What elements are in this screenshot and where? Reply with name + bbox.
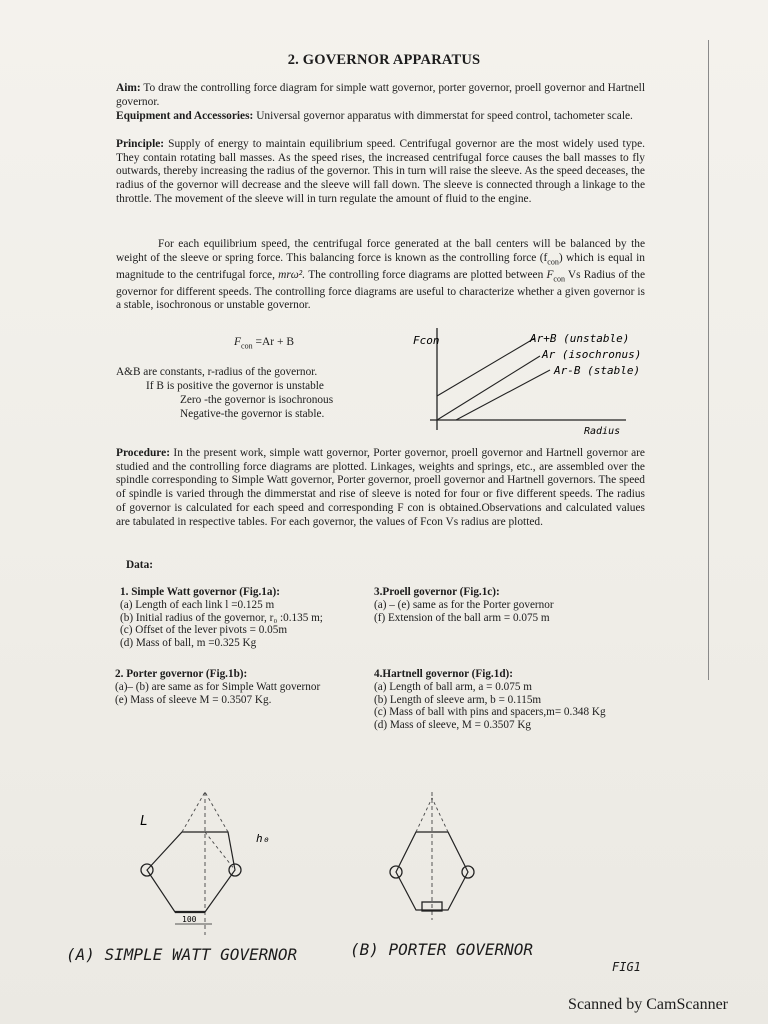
- watt-governor-sketch: [120, 790, 290, 940]
- watt-dimension-label: 100: [182, 915, 197, 924]
- sketch-line-stable: [456, 370, 550, 420]
- porter-data-block: [115, 668, 370, 706]
- porter-left-extension: [416, 798, 432, 832]
- eq-f-symbol: F: [234, 336, 242, 348]
- eq-subscript: con: [241, 341, 253, 351]
- figure-number-label: FIG1: [612, 960, 641, 974]
- constants-line-2: If B is positive the governor is unstable: [146, 380, 324, 392]
- equilibrium-text-3: The controlling force diagrams are plotted between: [305, 268, 547, 281]
- principle-paragraph: [116, 138, 645, 207]
- watt-linkage: [147, 832, 235, 912]
- equipment-label: Equipment and Accessories:: [116, 110, 254, 122]
- page-fold-line: [708, 40, 709, 680]
- sketch-y-label: Fcon: [413, 334, 440, 347]
- aim-text: To draw the controlling force diagram for simple watt governor, porter governor, proell governor and Hartnell governor.: [116, 82, 645, 108]
- data-heading: Data:: [126, 559, 153, 571]
- watt-heading: 1. Simple Watt governor (Fig.1a):: [120, 586, 280, 598]
- hartnell-data-block: [374, 668, 674, 732]
- watt-figure-caption: (A) SIMPLE WATT GOVERNOR: [66, 945, 298, 964]
- watt-ball-radius: [205, 832, 235, 870]
- equipment-text: Universal governor apparatus with dimmerstat for speed control, tachometer scale.: [256, 110, 633, 122]
- aim-label: Aim:: [116, 82, 141, 94]
- porter-heading: 2. Porter governor (Fig.1b):: [115, 668, 248, 680]
- constants-line-4: Negative-the governor is stable.: [180, 408, 325, 420]
- equilibrium-text-2: ) which is equal in magnitude to the centrifugal force,: [116, 251, 645, 281]
- proell-data-block: [374, 586, 634, 624]
- principle-text: Supply of energy to maintain equilibrium speed. Centrifugal governor are the most widely used type. They contain rotating ball masses. As the speed rises, the increased centrifugal force causes the ball masses to fly outwards, thereby increasing the radius of the governor. This in turn will raise the sleeve. As the speed deceases, the radius of the governor will decrease and the sleeve will fall down. The sleeve is connected through a linkage to the throttle. The movement of the sleeve will in turn regulate the amount of fluid to the engine.: [116, 138, 645, 205]
- watt-data-block: [120, 586, 370, 650]
- constants-line-1: A&B are constants, r-radius of the governor.: [116, 366, 318, 378]
- watt-item-c: (c) Offset of the lever pivots = 0.05m: [120, 624, 288, 637]
- watt-left-arm-extension: [182, 792, 205, 832]
- controlling-force-sketch: [400, 320, 660, 440]
- equilibrium-paragraph: [116, 238, 645, 313]
- hartnell-heading: 4.Hartnell governor (Fig.1d):: [374, 668, 513, 680]
- watt-item-b: (b) Initial radius of the governor, r₀ :0.135 m;: [120, 611, 323, 624]
- proell-item-a: (a) – (e) same as for the Porter governor: [374, 598, 554, 611]
- porter-figure-caption: (B) PORTER GOVERNOR: [350, 940, 534, 959]
- procedure-paragraph: [116, 447, 645, 529]
- proell-heading: 3.Proell governor (Fig.1c):: [374, 586, 500, 598]
- aim-paragraph: [116, 82, 645, 109]
- fcon-subscript-2: con: [553, 273, 565, 283]
- procedure-text: In the present work, simple watt governor, Porter governor, proell governor and Hartnell governor are studied and the controlling force diagrams are plotted. Linkages, weights and springs, etc., are assembled over the spindle corresponding to Simple Watt governor, Porter governor, proell governor and Hartnell governors. The speed of spindle is varied through the dimmerstat and rise of sleeve is noted for four or five different speeds. The radius of governor is calculated for each speed and corresponding F con is obtained.Observations and calculated values are tabulated in respective tables. For each governor, the values of Fcon Vs radius are plotted.: [116, 447, 645, 528]
- porter-governor-sketch: [380, 790, 490, 925]
- sketch-x-label: Radius: [584, 426, 621, 437]
- watt-item-a: (a) Length of each link l =0.125 m: [120, 598, 275, 611]
- hartnell-item-b: (b) Length of sleeve arm, b = 0.115m: [374, 693, 542, 706]
- constants-line-3: Zero -the governor is isochronous: [180, 394, 334, 406]
- fcon-subscript: con: [547, 256, 559, 266]
- sketch-label-isochronus: Ar (isochronus): [542, 348, 642, 361]
- sketch-label-stable: Ar-B (stable): [554, 364, 641, 377]
- watt-right-arm-extension: [205, 792, 228, 832]
- controlling-force-equation: [234, 336, 294, 350]
- porter-item-e: (e) Mass of sleeve M = 0.3507 Kg.: [115, 693, 272, 706]
- equilibrium-text-4: Vs Radius of the governor for different speeds. The controlling force diagrams are useful to characterize whether a given governor is a stable, isochronous or unstable governor.: [116, 268, 646, 312]
- equipment-paragraph: [116, 110, 645, 124]
- page-title: 2. GOVERNOR APPARATUS: [287, 52, 481, 68]
- principle-label: Principle:: [116, 138, 165, 150]
- fcon-symbol: F: [546, 268, 554, 281]
- proell-item-f: (f) Extension of the ball arm = 0.075 m: [374, 611, 550, 624]
- watt-height-label: h₀: [256, 832, 270, 845]
- hartnell-item-d: (d) Mass of sleeve, M = 0.3507 Kg: [374, 719, 532, 732]
- procedure-label: Procedure:: [116, 447, 170, 459]
- porter-item-a: (a)– (b) are same as for Simple Watt governor: [115, 680, 321, 693]
- watt-length-label: L: [140, 814, 148, 829]
- equilibrium-text-1: For each equilibrium speed, the centrifugal force generated at the ball centers will be balanced by the weight of the sleeve or spring force. This balancing force is known as the controlling force (f: [116, 238, 645, 264]
- watt-item-d: (d) Mass of ball, m =0.325 Kg: [120, 637, 257, 650]
- sketch-line-unstable: [437, 338, 535, 396]
- porter-right-extension: [432, 798, 448, 832]
- sketch-label-unstable: Ar+B (unstable): [530, 332, 630, 345]
- centrifugal-formula: mrω².: [278, 268, 306, 281]
- eq-rhs: =Ar + B: [252, 336, 294, 348]
- hartnell-item-c: (c) Mass of ball with pins and spacers,m= 0.348 Kg: [374, 706, 606, 719]
- scanner-watermark: Scanned by CamScanner: [568, 996, 728, 1013]
- hartnell-item-a: (a) Length of ball arm, a = 0.075 m: [374, 680, 532, 693]
